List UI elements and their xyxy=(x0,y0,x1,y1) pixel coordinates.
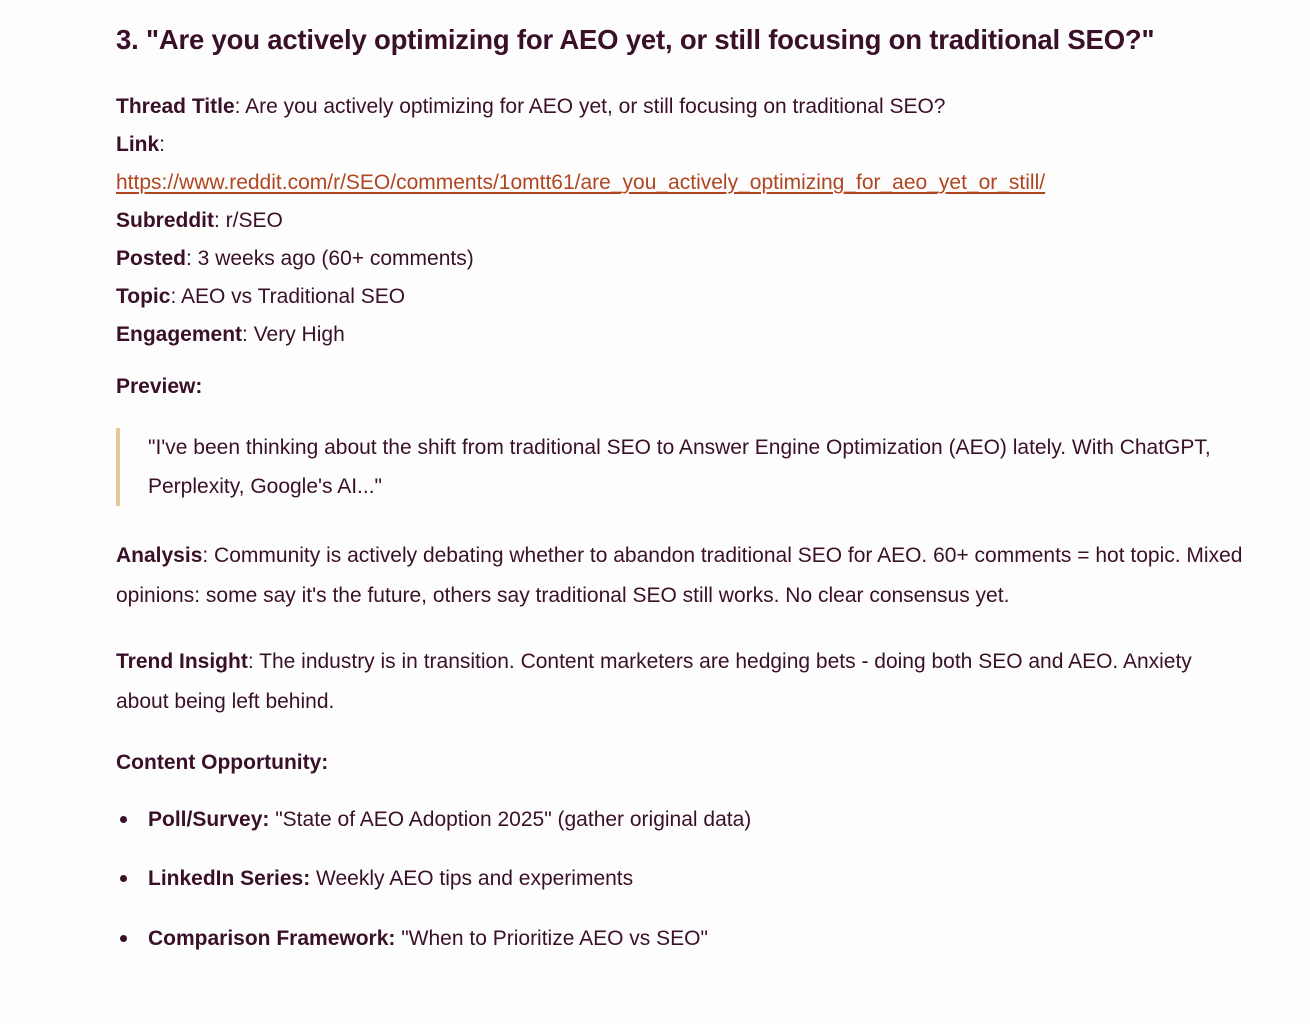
topic-value: : AEO vs Traditional SEO xyxy=(170,284,406,308)
preview-label: Preview: xyxy=(116,374,203,398)
preview-blockquote: "I've been thinking about the shift from traditional SEO to Answer Engine Optimization (AEO) lately. With ChatGPT, Perplexity, Google's AI..." xyxy=(116,428,1250,506)
link-url-line[interactable] xyxy=(116,164,1250,202)
page-title: 3. "Are you actively optimizing for AEO yet, or still focusing on traditional SEO?" xyxy=(116,24,1155,55)
thread-title-value: : Are you actively optimizing for AEO yet, or still focusing on traditional SEO? xyxy=(234,94,946,118)
posted-value: : 3 weeks ago (60+ comments) xyxy=(186,246,474,270)
trend-insight-text: : The industry is in transition. Content marketers are hedging bets - doing both SEO and AEO. Anxiety about being left behind. xyxy=(116,650,1192,714)
list-item-label: Comparison Framework: xyxy=(148,926,396,950)
list-item-text: Weekly AEO tips and experiments xyxy=(310,867,634,891)
engagement-line xyxy=(116,316,1250,354)
subreddit-line xyxy=(116,202,1250,240)
topic-label: Topic xyxy=(116,284,171,308)
list-item xyxy=(116,864,1250,894)
list-item-label: Poll/Survey: xyxy=(148,807,270,831)
topic-line xyxy=(116,278,1250,316)
link-line xyxy=(116,126,1250,164)
trend-insight-label: Trend Insight xyxy=(116,650,248,674)
link-colon: : xyxy=(159,132,166,156)
list-item-text: "State of AEO Adoption 2025" (gather original data) xyxy=(269,807,752,831)
posted-label: Posted xyxy=(116,246,187,270)
engagement-value: : Very High xyxy=(242,322,345,346)
bullet-dot-icon xyxy=(120,816,127,823)
thread-title-label: Thread Title xyxy=(116,94,235,118)
list-item xyxy=(116,924,1250,954)
list-item-label: LinkedIn Series: xyxy=(148,867,311,891)
content-opportunity-list xyxy=(116,805,1250,954)
posted-line xyxy=(116,240,1250,278)
engagement-label: Engagement xyxy=(116,322,243,346)
bullet-dot-icon xyxy=(120,935,127,942)
thread-metadata xyxy=(116,88,1250,354)
trend-insight-paragraph xyxy=(116,642,1250,722)
analysis-paragraph xyxy=(116,536,1250,616)
link-label: Link xyxy=(116,132,160,156)
list-item xyxy=(116,805,1250,835)
analysis-label: Analysis xyxy=(116,544,203,568)
list-item-text: "When to Prioritize AEO vs SEO" xyxy=(395,926,708,950)
thread-url-link[interactable]: https://www.reddit.com/r/SEO/comments/1omtt61/are_you_actively_optimizing_for_aeo_yet_or_still/ xyxy=(116,170,1046,194)
bullet-dot-icon xyxy=(120,875,127,882)
subreddit-label: Subreddit xyxy=(116,208,214,232)
subreddit-value: : r/SEO xyxy=(214,208,283,232)
content-opportunity-label: Content Opportunity: xyxy=(116,751,329,775)
thread-title-line xyxy=(116,88,1250,126)
analysis-text: : Community is actively debating whether to abandon traditional SEO for AEO. 60+ comments = hot topic. Mixed opinions: some say it's the future, others say traditional SEO still works. No clear consensus yet. xyxy=(116,544,1243,608)
